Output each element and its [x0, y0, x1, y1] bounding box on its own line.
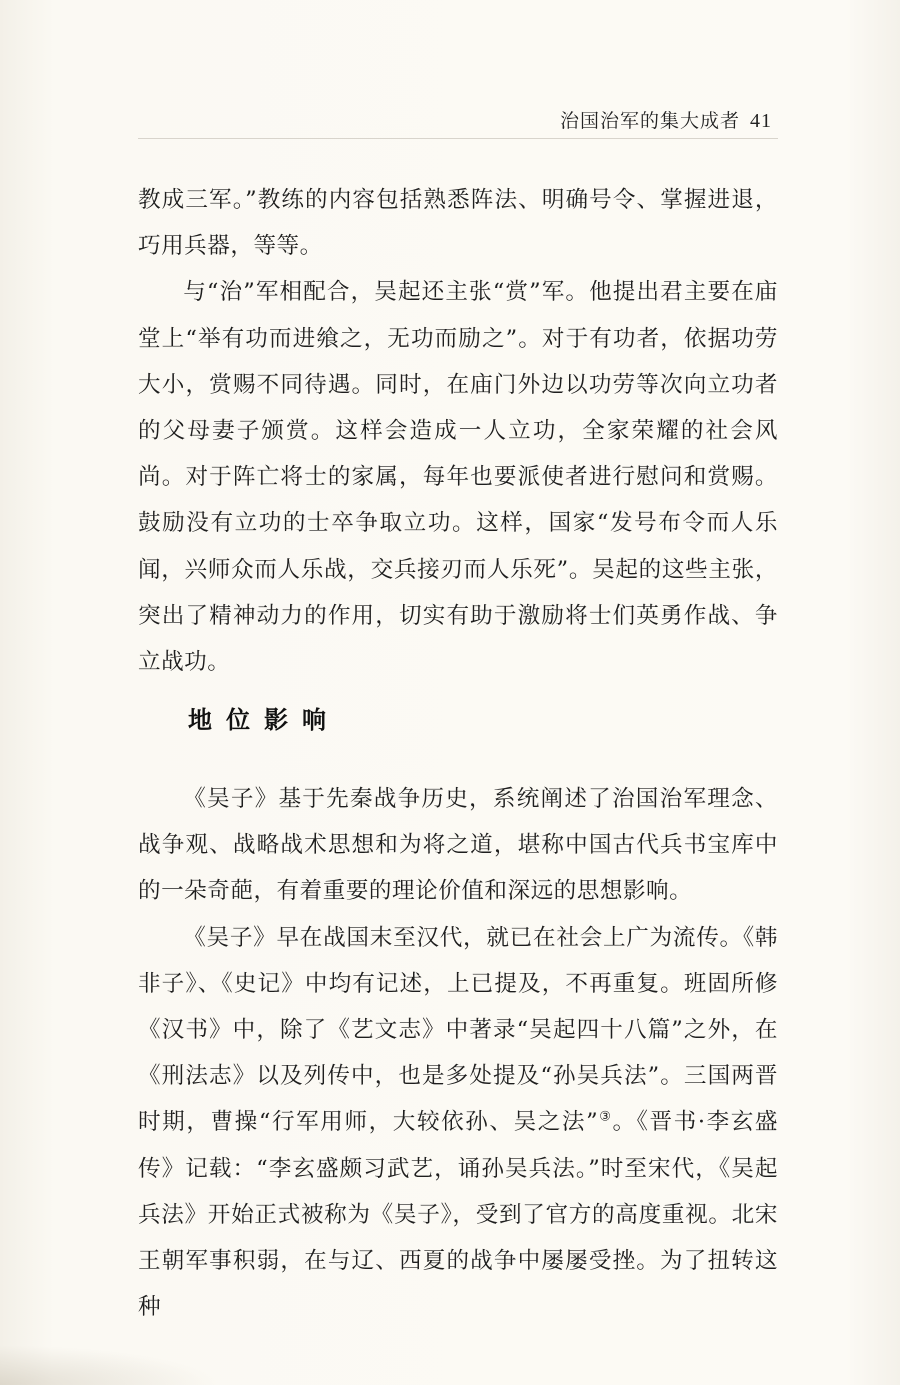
paragraph-with-footnote [138, 915, 778, 1331]
section-heading: 地位影响 [188, 706, 340, 734]
header-rule [138, 138, 778, 139]
paragraph: 与“治”军相配合，吴起还主张“赏”军。他提出君主要在庙堂上“举有功而进飨之，无功而励之”。对于有功者，依据功劳大小，赏赐不同待遇。同时，在庙门外边以功劳等次向立功者的父母妻子颁赏。这样会造成一人立功，全家荣耀的社会风尚。对于阵亡将士的家属，每年也要派使者进行慰问和赏赐。鼓励没有立功的士卒争取立功。这样，国家“发号布令而人乐闻，兴师众而人乐战，交兵接刃而人乐死”。吴起的这些主张，突出了精神动力的作用，切实有助于激励将士们英勇作战、争立战功。 [138, 279, 778, 676]
section-1-text [138, 177, 778, 685]
page-number: 41 [750, 110, 772, 132]
section-2-text [138, 776, 778, 1330]
paragraph-continued: 教成三军。”教练的内容包括熟悉阵法、明确号令、掌握进退，巧用兵器，等等。 [138, 187, 778, 260]
running-title: 治国治军的集大成者 [559, 110, 740, 132]
paragraph-text-after-note: 。《晋书·李玄盛传》记载：“李玄盛颇习武艺，诵孙吴兵法。”时至宋代，《吴起兵法》开始正式被称为《吴子》，受到了官方的高度重视。北宋王朝军事积弱，在与辽、西夏的战争中屡屡受挫。为了扭转这种 [138, 1109, 779, 1321]
paragraph-text-before-note: 《吴子》早在战国末至汉代，就已在社会上广为流传。《韩非子》、《史记》中均有记述，上已提及，不再重复。班固所修《汉书》中，除了《艺文志》中著录“吴起四十八篇”之外，在《刑法志》以及列传中，也是多处提及“孙吴兵法”。三国两晋时期，曹操“行军用师，大较依孙、吴之法” [138, 924, 778, 1136]
running-header [560, 106, 772, 133]
footnote-marker[interactable]: ③ [598, 1109, 613, 1125]
paragraph: 《吴子》基于先秦战争历史，系统阐述了治国治军理念、战争观、战略战术思想和为将之道，堪称中国古代兵书宝库中的一朵奇葩，有着重要的理论价值和深远的思想影响。 [138, 786, 778, 905]
scan-edge-shadow [0, 1345, 220, 1385]
